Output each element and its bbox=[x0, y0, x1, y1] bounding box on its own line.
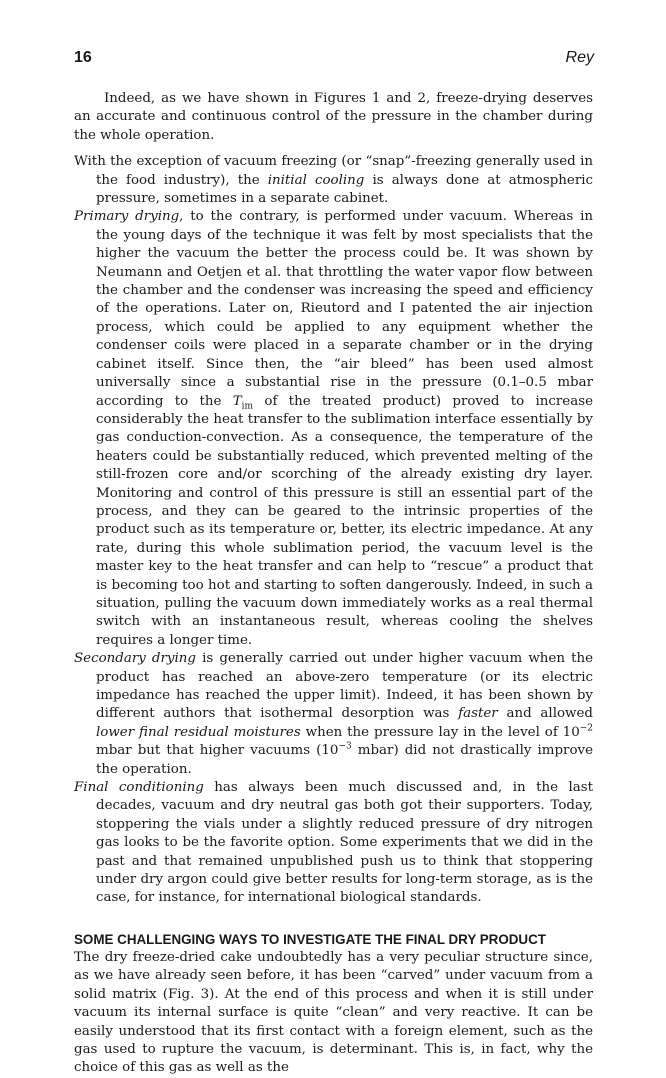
page-header bbox=[74, 49, 594, 71]
tim-subscript: im bbox=[241, 401, 254, 412]
text-span: is always done at atmospheric pressure, sometimes in a separate cabinet. bbox=[96, 172, 594, 207]
text-span: mbar but that higher vacuums (10 bbox=[96, 743, 339, 759]
emphasis: faster bbox=[458, 706, 498, 722]
exponent: −2 bbox=[579, 723, 593, 734]
emphasis: initial cooling bbox=[267, 172, 365, 188]
text-span: With the exception of vacuum freezing (or “snap”-freezing generally used in the food industry), the bbox=[74, 154, 593, 188]
body-text bbox=[74, 90, 593, 1078]
list-item-initial-cooling bbox=[74, 153, 593, 208]
text-span: is generally carried out under higher vacuum when the product has reached an above-zero temperature (or its electric impedance has reached the upper limit). Indeed, it has been shown by different authors that isothermal desorption was bbox=[96, 651, 594, 722]
section-paragraph: The dry freeze-dried cake undoubtedly has a very peculiar structure since, as we have already seen before, it has been “carved” under vacuum from a solid matrix (Fig. 3). At the end of this process and when it is still under vacuum its internal surface is quite “clean” and very reactive. It can be easily understood that its first contact with a foreign element, such as the gas used to rupture the vacuum, is determinant. This is, in fact, why the choice of this gas as well as the bbox=[74, 949, 593, 1076]
exponent: −3 bbox=[338, 741, 352, 752]
text-span: and allowed bbox=[497, 706, 593, 722]
term-secondary-drying: Secondary drying bbox=[74, 651, 196, 667]
emphasis: lower final residual moistures bbox=[96, 724, 301, 740]
running-head: Rey bbox=[565, 49, 594, 66]
text-span: of the treated product) proved to increase considerably the heat transfer to the sublimation interface essentially by gas conduction-convection. As a consequence, the temperature of the heaters could be substantially reduced, which prevented melting of the still-frozen core and/or scorching of the already existing dry layer. Monitoring and control of this pressure is still an essential part of the process, and they can be geared to the intrinsic properties of the product such as its temperature or, better, its electric impedance. At any rate, during this whole sublimation period, the vacuum level is the master key to the heat transfer and can help to “rescue” a product that is becoming too hot and starting to soften dangerously. Indeed, in such a situation, pulling the vacuum down immediately works as a real thermal switch with an instantaneous result, whereas cooling the shelves requires a longer time. bbox=[96, 393, 593, 648]
term-final-conditioning: Final conditioning bbox=[74, 780, 204, 796]
list-item-secondary-drying bbox=[74, 650, 593, 779]
page-number: 16 bbox=[74, 49, 92, 66]
tim-symbol: T bbox=[232, 393, 242, 409]
list-item-final-conditioning bbox=[74, 779, 593, 908]
text-span: when the pressure lay in the level of 10 bbox=[300, 724, 580, 740]
section-heading: SOME CHALLENGING WAYS TO INVESTIGATE THE FINAL DRY PRODUCT bbox=[74, 931, 546, 947]
text-span: , to the contrary, is performed under vacuum. Whereas in the young days of the technique it was felt by most specialists that the higher the vacuum the better the process could be. It was shown by Neumann and Oetjen et al. that throttling the water vapor flow between the chamber and the condenser was increasing the speed and efficiency of the operations. Later on, Rieutord and I patented the air injection process, which could be applied to any equipment whether the condenser coils were placed in a separate chamber or in the drying cabinet itself. Since then, the “air bleed” has been used almost universally since a substantial rise in the pressure (0.1–0.5 mbar according to the bbox=[96, 209, 593, 409]
term-primary-drying: Primary drying bbox=[74, 209, 180, 225]
text-span: has always been much discussed and, in the last decades, vacuum and dry neutral gas both got their supporters. Today, stoppering the vials under a slightly reduced pressure of dry nitrogen gas looks to be the favorite option. Some experiments that we did in the past and that remained unpublished push us to think that stoppering under dry argon could give better results for long-term storage, as is the case, for instance, for international biological standards. bbox=[96, 780, 594, 906]
intro-paragraph: Indeed, as we have shown in Figures 1 and 2, freeze-drying deserves an accurate and continuous control of the pressure in the chamber during the whole operation. bbox=[74, 91, 593, 143]
text-span: mbar) did not drastically improve the operation. bbox=[96, 743, 593, 777]
stage-list bbox=[74, 153, 593, 908]
list-item-primary-drying bbox=[74, 208, 593, 650]
